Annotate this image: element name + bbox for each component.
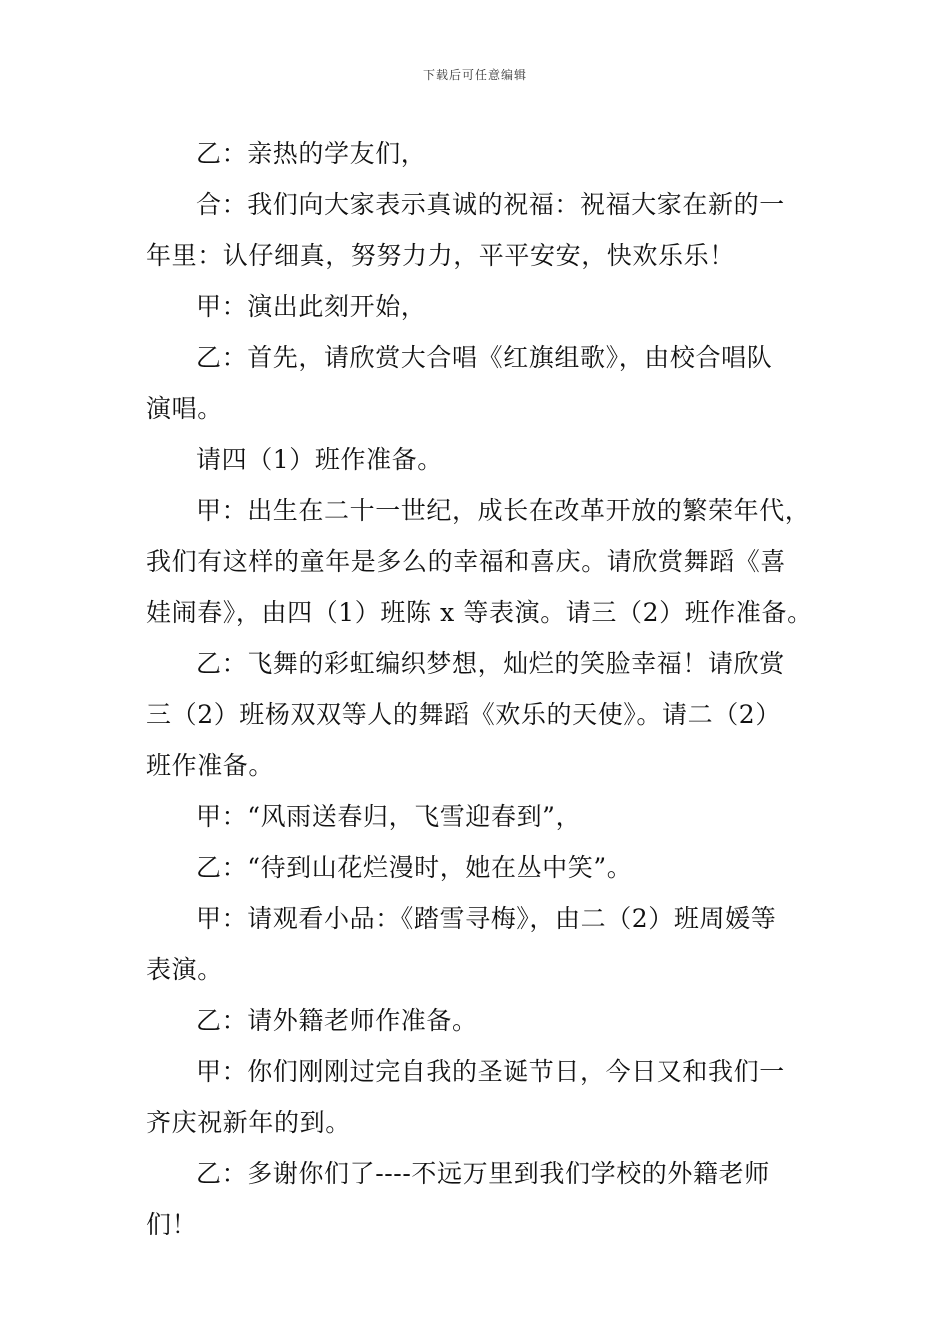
- paragraph: [146, 281, 814, 332]
- text-line: 甲：演出此刻开始，: [196, 292, 427, 321]
- text-line: 齐庆祝新年的到。: [146, 1108, 351, 1137]
- paragraph: [146, 332, 814, 434]
- paragraph: [146, 842, 814, 893]
- paragraph: [146, 1148, 814, 1250]
- text-line: 们！: [146, 1210, 198, 1239]
- text-line: 甲：你们刚刚过完自我的圣诞节日，今日又和我们一: [196, 1057, 785, 1086]
- document-body: [146, 128, 814, 1250]
- paragraph: [146, 791, 814, 842]
- text-line: 娃闹春》，由四（1）班陈 x 等表演。请三（2）班作准备。: [146, 598, 813, 627]
- paragraph: [146, 995, 814, 1046]
- text-line: 年里：认仔细真，努努力力，平平安安，快欢乐乐！: [146, 241, 735, 270]
- text-line: 三（2）班杨双双等人的舞蹈《欢乐的天使》。请二（2）: [146, 700, 781, 729]
- paragraph: [146, 638, 814, 791]
- text-line: 演唱。: [146, 394, 223, 423]
- paragraph: [146, 485, 814, 638]
- page-header: 下载后可任意编辑: [422, 68, 527, 82]
- text-line: 我们有这样的童年是多么的幸福和喜庆。请欣赏舞蹈《喜: [146, 547, 787, 576]
- text-line: 合：我们向大家表示真诚的祝福：祝福大家在新的一: [196, 190, 785, 219]
- text-line: 请四（1）班作准备。: [196, 445, 443, 474]
- text-line: 表演。: [146, 955, 223, 984]
- paragraph: [146, 179, 814, 281]
- text-line: 乙：“待到山花烂漫时，她在丛中笑”。: [196, 853, 633, 882]
- text-line: 乙：首先，请欣赏大合唱《红旗组歌》，由校合唱队: [196, 343, 773, 372]
- text-line: 乙：多谢你们了----不远万里到我们学校的外籍老师: [196, 1159, 770, 1188]
- text-line: 乙：请外籍老师作准备。: [196, 1006, 478, 1035]
- paragraph: [146, 128, 814, 179]
- text-line: 乙：飞舞的彩虹编织梦想，灿烂的笑脸幸福！请欣赏: [196, 649, 785, 678]
- text-line: 甲：“风雨送春归，飞雪迎春到”，: [196, 802, 582, 831]
- text-line: 甲：出生在二十一世纪，成长在改革开放的繁荣年代，: [196, 496, 811, 525]
- text-line: 甲：请观看小品：《踏雪寻梅》，由二（2）班周媛等: [196, 904, 777, 933]
- paragraph: [146, 434, 814, 485]
- text-line: 乙：亲热的学友们，: [196, 139, 427, 168]
- paragraph: [146, 1046, 814, 1148]
- text-line: 班作准备。: [146, 751, 275, 780]
- paragraph: [146, 893, 814, 995]
